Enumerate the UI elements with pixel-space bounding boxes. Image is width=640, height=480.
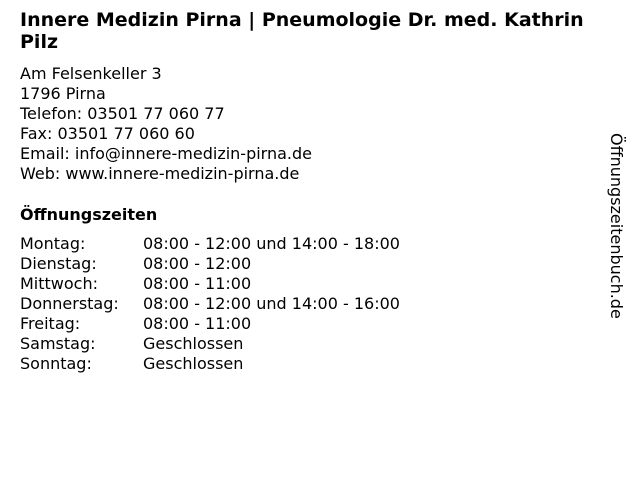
time-value: Geschlossen	[143, 334, 244, 353]
hours-row-friday	[20, 314, 400, 334]
time-value: 08:00 - 12:00	[143, 254, 252, 273]
phone-number: Telefon: 03501 77 060 77	[20, 104, 225, 123]
day-label: Donnerstag:	[20, 294, 119, 313]
day-label: Dienstag:	[20, 254, 97, 273]
hours-row-thursday	[20, 294, 400, 314]
email-address: Email: info@innere-medizin-pirna.de	[20, 144, 313, 163]
hours-row-wednesday	[20, 274, 400, 294]
address-block	[20, 64, 312, 184]
opening-hours-list	[20, 234, 400, 374]
city-address: 1796 Pirna	[20, 84, 106, 103]
brand-watermark: Öffnungszeitenbuch.de	[607, 133, 626, 319]
fax-number: Fax: 03501 77 060 60	[20, 124, 195, 143]
time-value: Geschlossen	[143, 354, 244, 373]
time-value: 08:00 - 12:00 und 14:00 - 16:00	[143, 294, 400, 313]
time-value: 08:00 - 11:00	[143, 314, 252, 333]
business-title: Innere Medizin Pirna | Pneumologie Dr. med. Kathrin Pilz	[20, 9, 584, 53]
opening-hours-heading: Öffnungszeiten	[20, 205, 158, 224]
hours-row-monday	[20, 234, 400, 254]
day-label: Samstag:	[20, 334, 96, 353]
day-label: Mittwoch:	[20, 274, 98, 293]
time-value: 08:00 - 11:00	[143, 274, 252, 293]
hours-row-saturday	[20, 334, 400, 354]
time-value: 08:00 - 12:00 und 14:00 - 18:00	[143, 234, 400, 253]
hours-row-sunday	[20, 354, 400, 374]
day-label: Montag:	[20, 234, 86, 253]
day-label: Freitag:	[20, 314, 81, 333]
street-address: Am Felsenkeller 3	[20, 64, 162, 83]
website-url: Web: www.innere-medizin-pirna.de	[20, 164, 300, 183]
hours-row-tuesday	[20, 254, 400, 274]
day-label: Sonntag:	[20, 354, 92, 373]
